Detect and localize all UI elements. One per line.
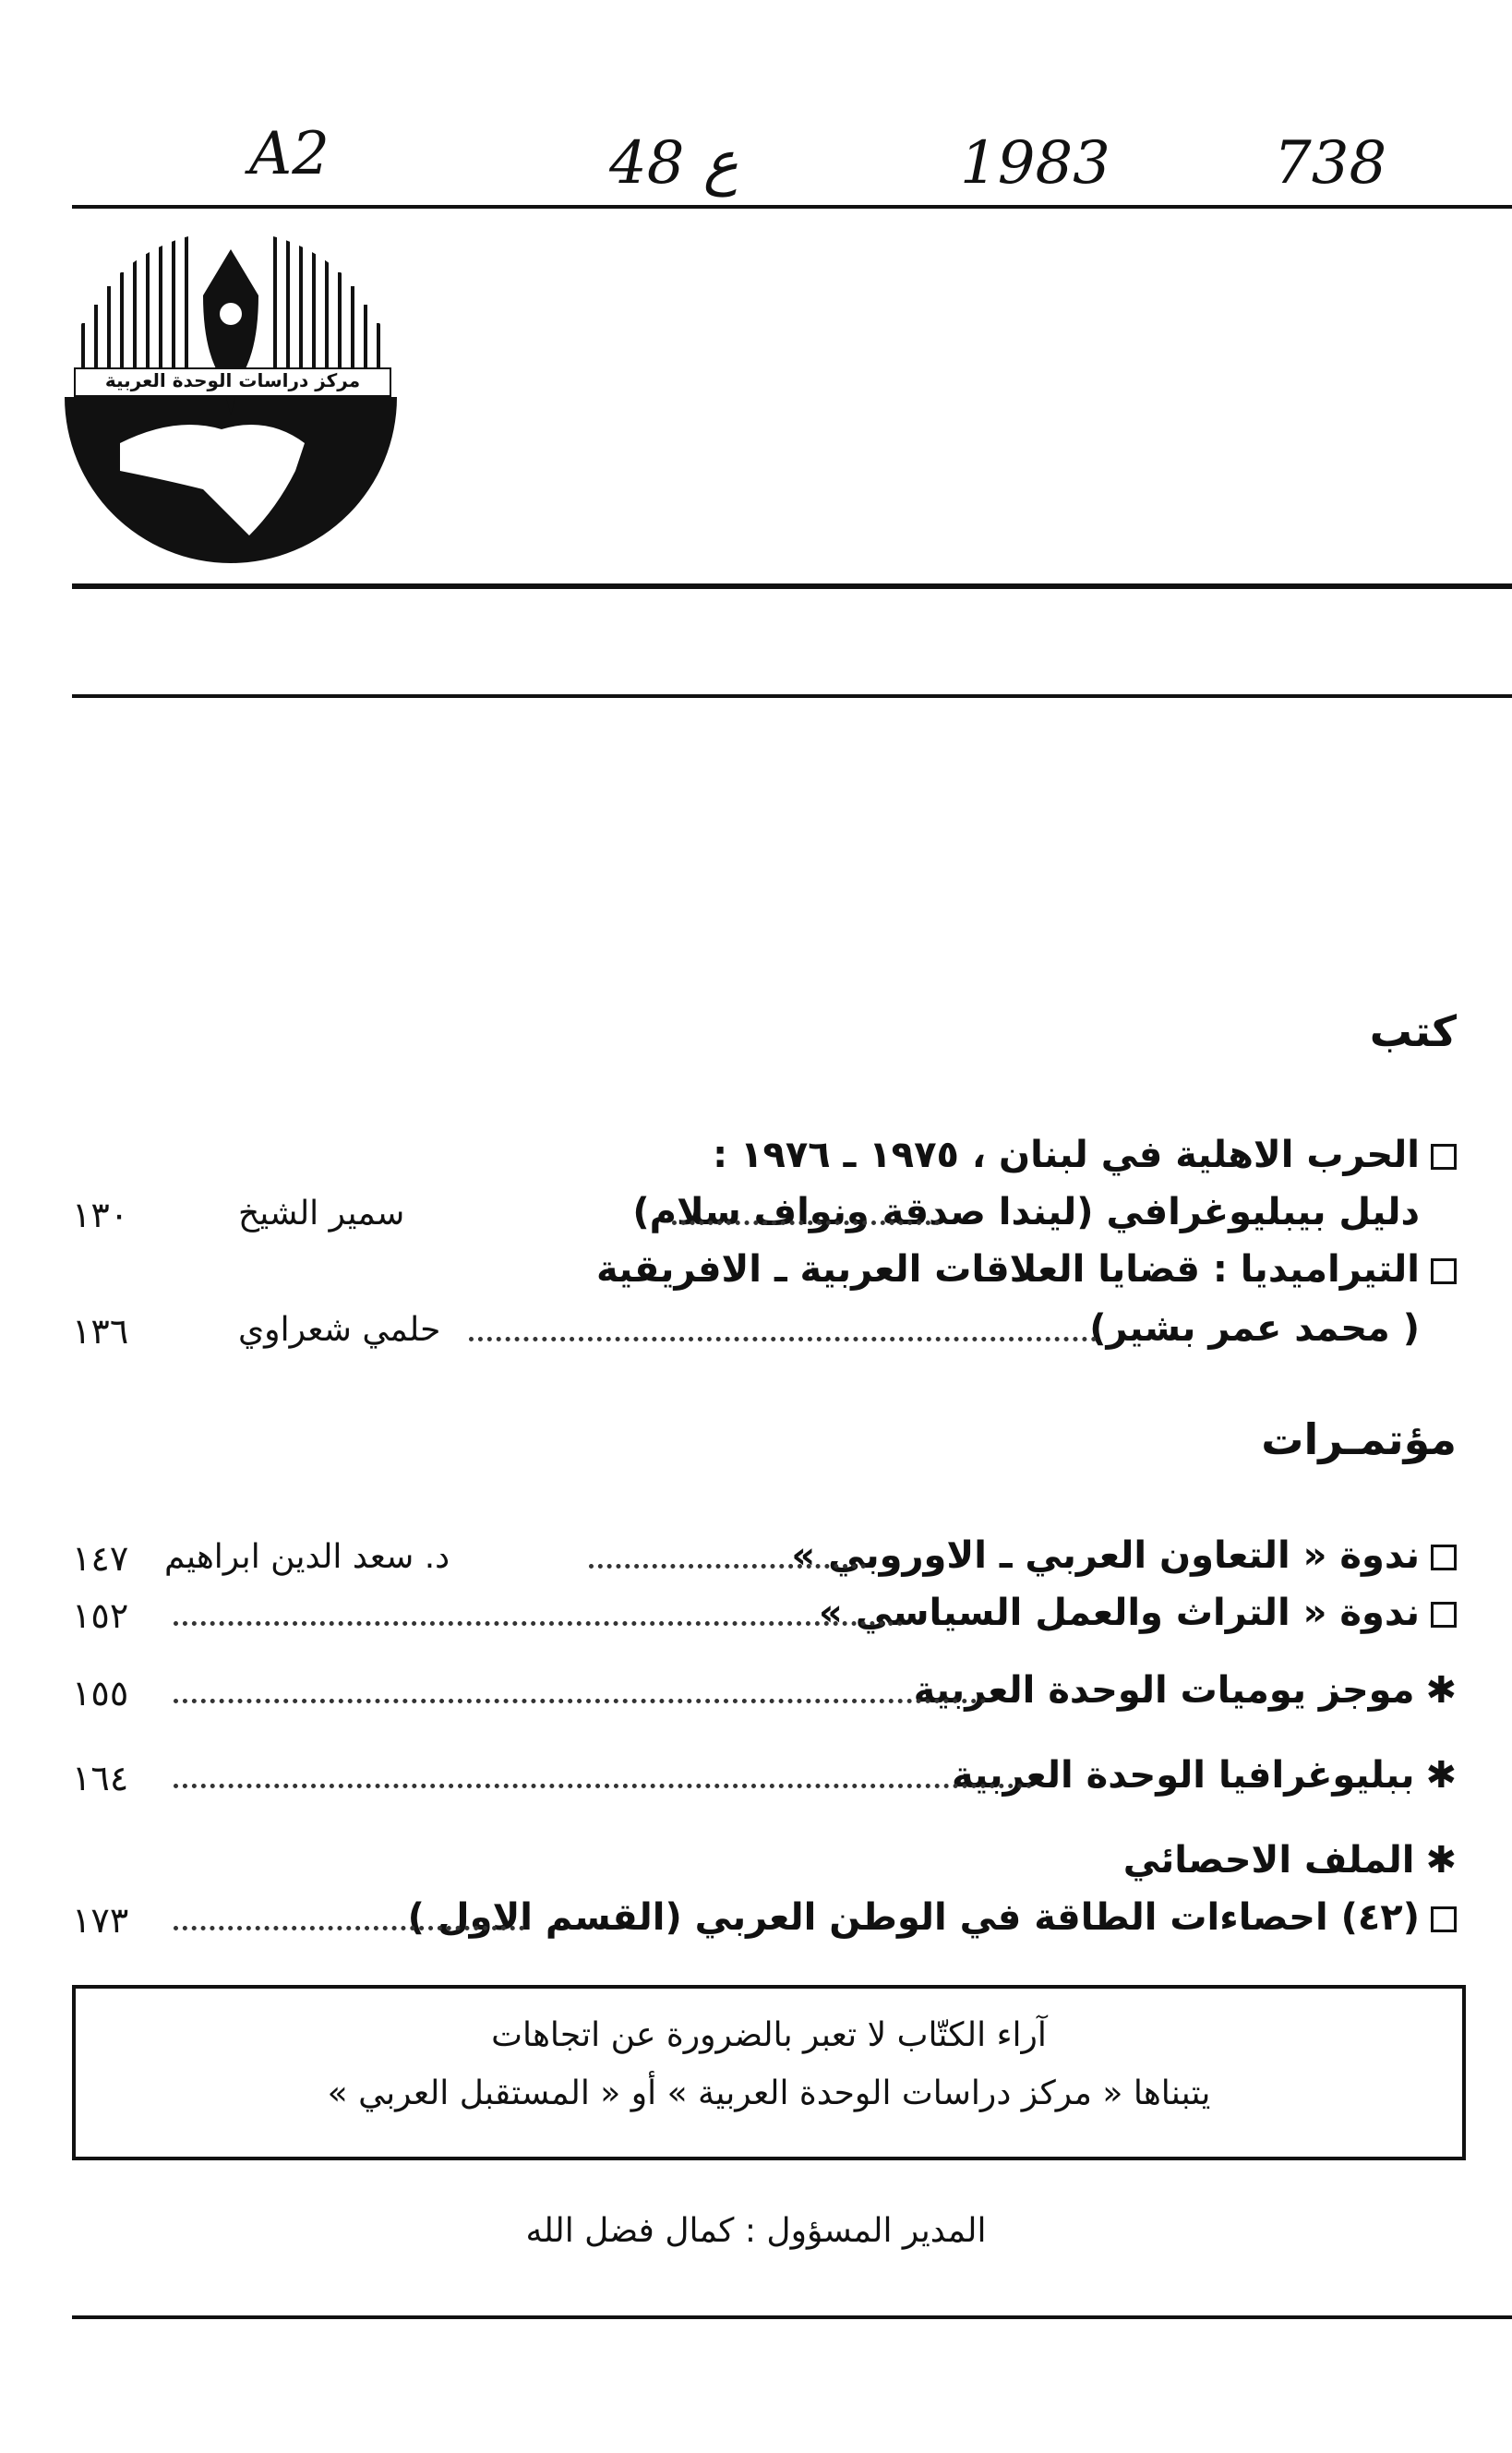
leader-dots [174, 1922, 524, 1930]
entry-page: ١٣٦ [72, 1311, 129, 1352]
conferences-heading: مؤتمـرات [1261, 1414, 1457, 1464]
director-line: المدير المسؤول : كمال فضل الله [525, 2212, 987, 2250]
entry-title: التيراميديا : قضايا العلاقات العربية ـ الافريقية [596, 1248, 1420, 1291]
leader-dots [672, 1217, 940, 1225]
handwritten-issue: 48 ع [609, 129, 738, 198]
asterisk-icon: ✱ [1425, 1839, 1457, 1882]
entry-title: (٤٢) احصاءات الطاقة في الوطن العربي (القسم الاول ) [407, 1896, 1420, 1939]
books-heading: كتب [1369, 1006, 1457, 1056]
logo-label [74, 367, 391, 397]
entry-page: ١٥٥ [72, 1673, 129, 1713]
logo-top-label: مركز [315, 369, 361, 391]
entry-title: الحرب الاهلية في لبنان ، ١٩٧٥ ـ ١٩٧٦ : [713, 1134, 1420, 1176]
entry-page: ١٦٤ [72, 1758, 129, 1798]
toc-entry [72, 1754, 1457, 1810]
entry-subtitle: ( محمد عمر بشير) [1089, 1307, 1420, 1350]
toc-entry [72, 1896, 1457, 1952]
rule-thick-1 [72, 583, 1512, 589]
toc-entry [72, 1134, 1457, 1189]
entry-author: د. سعد الدين ابراهيم [164, 1538, 450, 1576]
entry-title: ندوة « التراث والعمل السياسي » [818, 1592, 1420, 1634]
asterisk-icon: ✱ [1425, 1669, 1457, 1712]
disclaimer-box [72, 1985, 1466, 2160]
entry-author: حلمي شعراوي [238, 1311, 441, 1349]
toc-entry-sub [72, 1191, 1457, 1246]
entry-author: سمير الشيخ [238, 1195, 405, 1233]
rule-2 [72, 694, 1512, 698]
handwritten-code: A2 [249, 120, 330, 188]
leader-dots [589, 1560, 866, 1569]
handwritten-ref: 738 [1274, 129, 1387, 198]
leader-dots [174, 1780, 1032, 1788]
toc-entry [72, 1592, 1457, 1647]
checkbox-square-icon [1431, 1545, 1457, 1570]
leader-dots [469, 1333, 1097, 1341]
bottom-rule [72, 2315, 1512, 2319]
checkbox-square-icon [1431, 1258, 1457, 1284]
handwritten-year: 1983 [960, 129, 1110, 198]
top-rule [72, 205, 1512, 209]
entry-page: ١٥٢ [72, 1595, 129, 1636]
entry-page: ١٤٧ [72, 1538, 129, 1579]
checkbox-square-icon [1431, 1602, 1457, 1628]
logo-name: دراسات الوحدة العربية [104, 369, 309, 391]
checkbox-square-icon [1431, 1906, 1457, 1932]
asterisk-icon: ✱ [1425, 1754, 1457, 1797]
toc-entry [72, 1839, 1457, 1894]
leader-dots [174, 1617, 903, 1626]
entry-title: موجز يوميات الوحدة العربية [913, 1669, 1415, 1712]
entry-page: ١٧٣ [72, 1900, 129, 1941]
center-logo [65, 231, 397, 563]
leader-dots [174, 1695, 986, 1703]
entry-title: ببليوغرافيا الوحدة العربية [951, 1754, 1415, 1797]
toc-entry [72, 1669, 1457, 1725]
checkbox-square-icon [1431, 1144, 1457, 1170]
entry-page: ١٣٠ [72, 1195, 129, 1235]
toc-entry-sub [72, 1307, 1457, 1363]
toc-entry [72, 1248, 1457, 1304]
entry-title: ندوة « التعاون العربي ـ الاوروبي » [791, 1534, 1420, 1577]
entry-subtitle: دليل بيبليوغرافي (ليندا صدقة ونواف سلام) [632, 1191, 1420, 1233]
entry-title: الملف الاحصائي [1122, 1839, 1415, 1882]
disclaimer-line2: يتبناها « مركز دراسات الوحدة العربية » أو « المستقبل العربي » [327, 2074, 1211, 2112]
disclaimer-line1: آراء الكتّاب لا تعبر بالضرورة عن اتجاهات [491, 2016, 1047, 2054]
toc-entry [72, 1534, 1457, 1590]
